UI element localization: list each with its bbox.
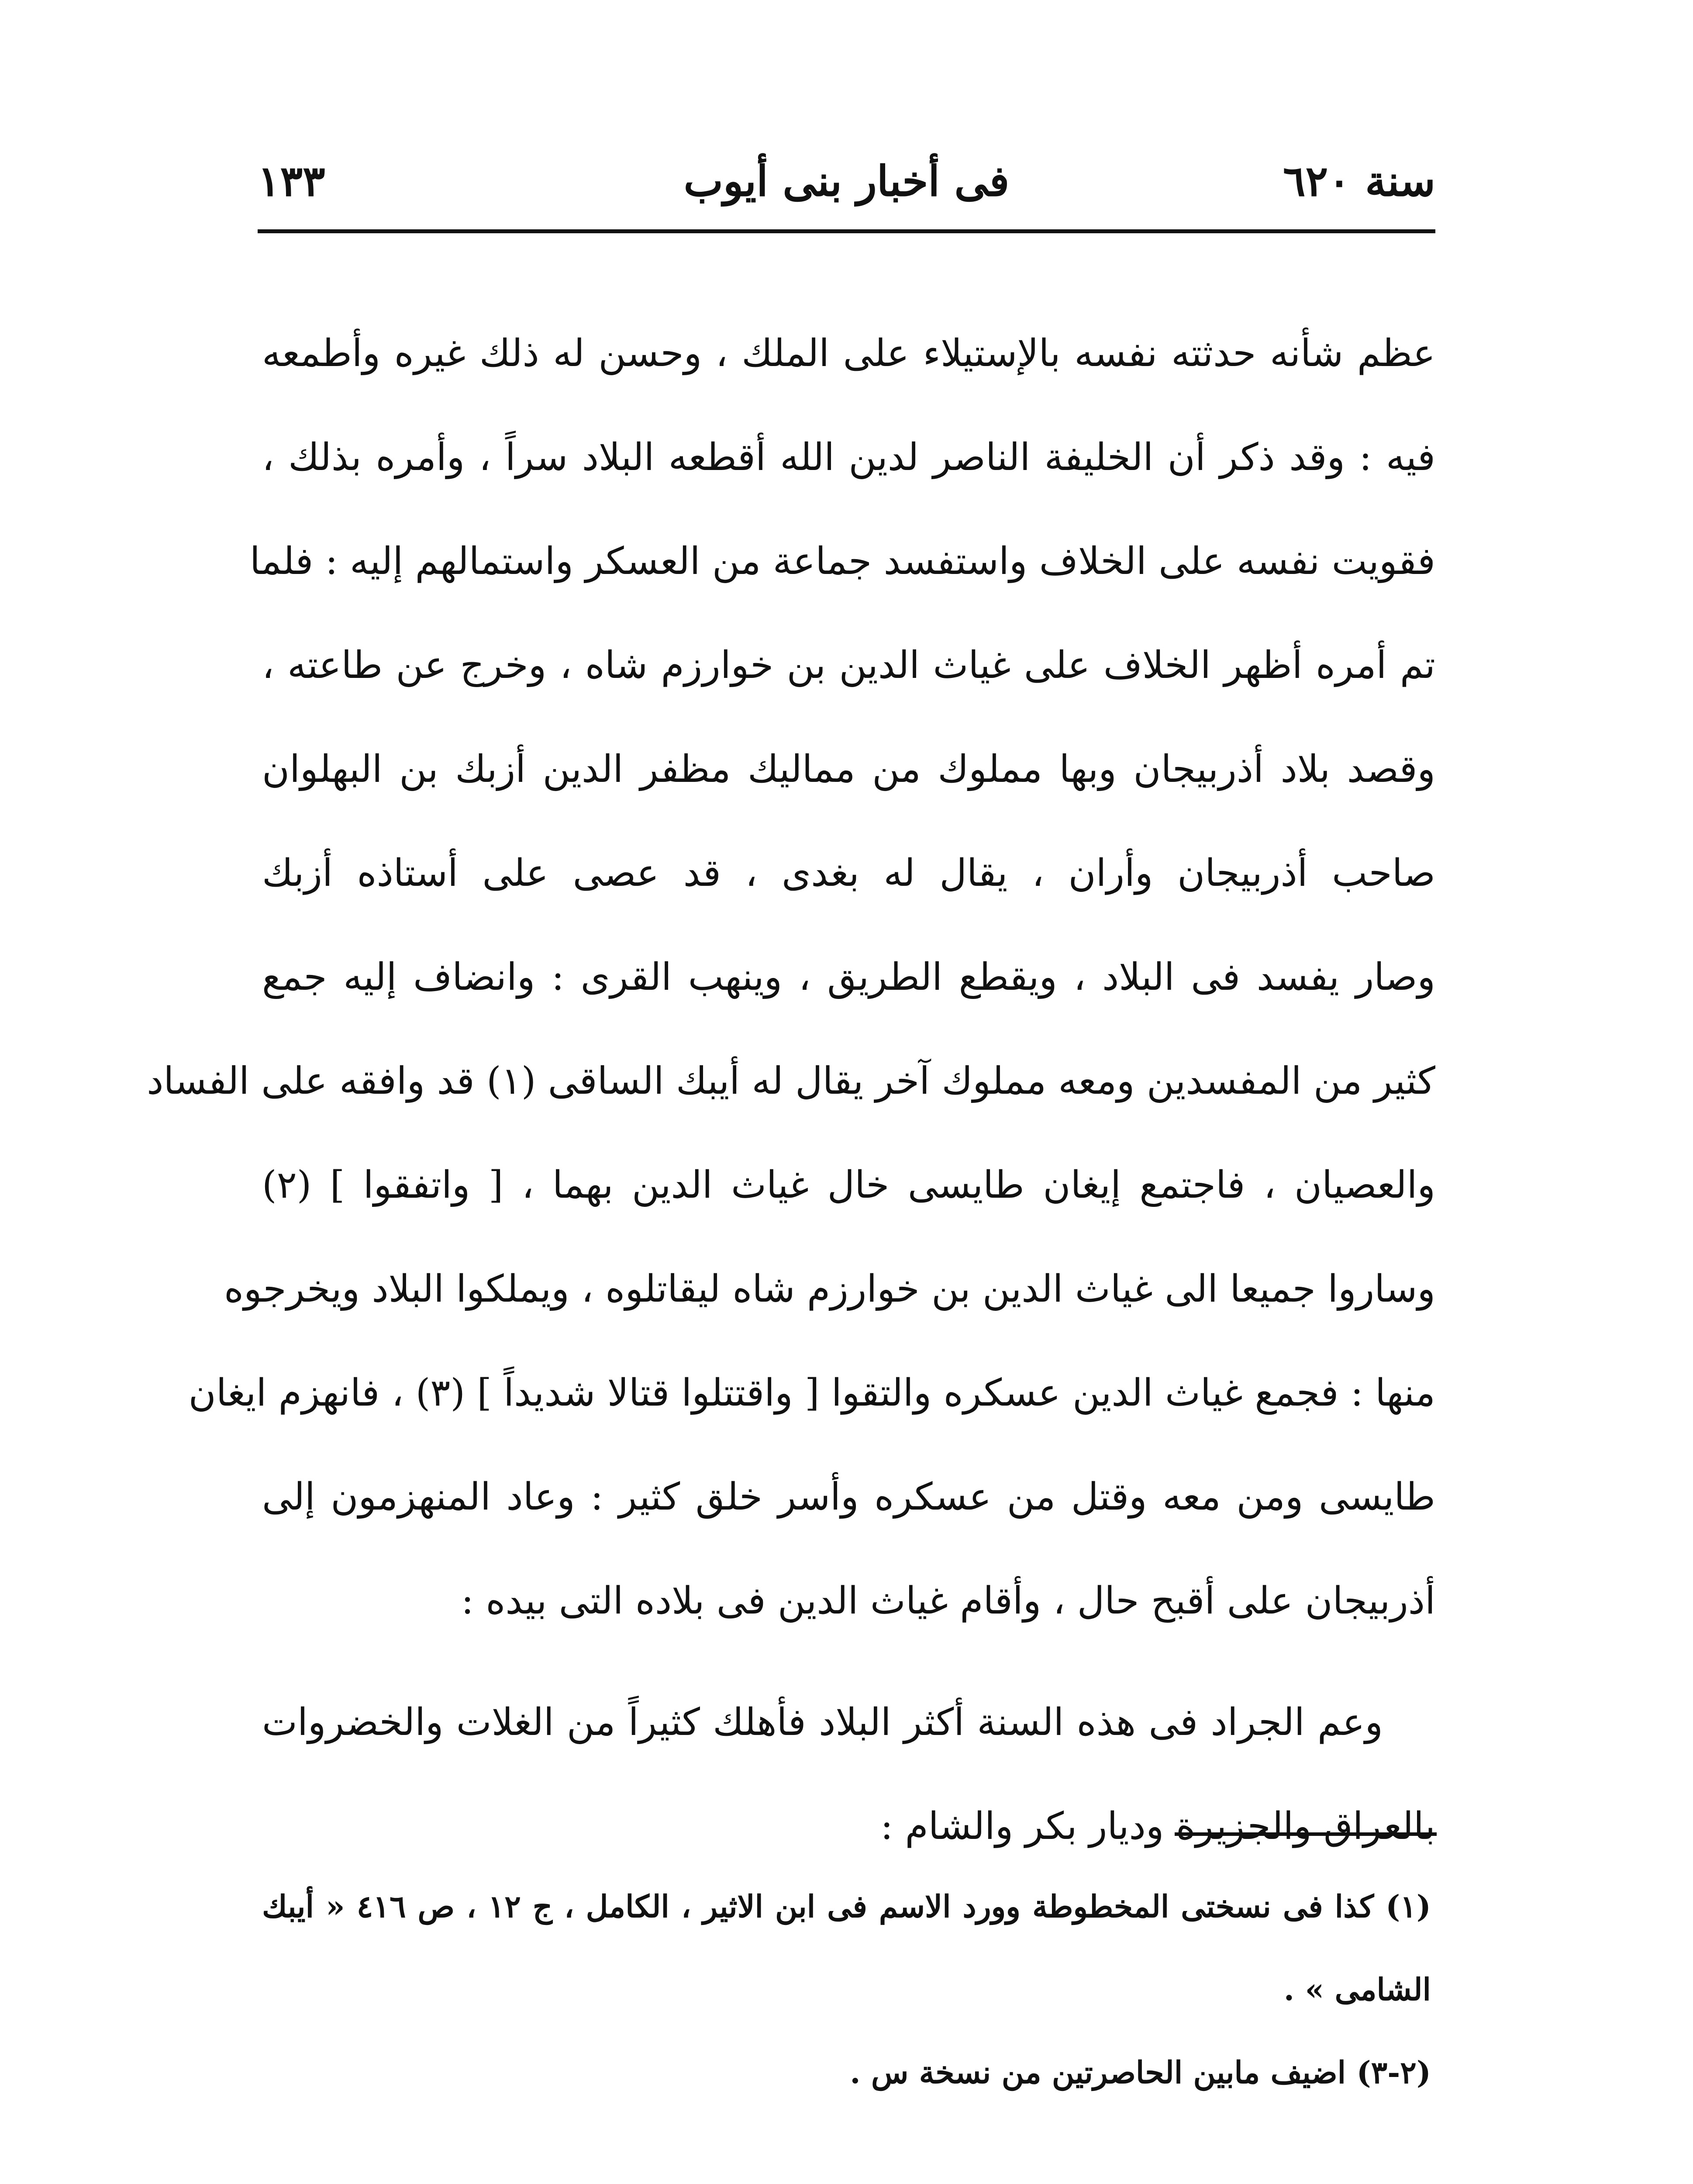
body-line: تم أمره أظهر الخلاف على غياث الدين بن خوارزم شاه ، وخرج عن طاعته ،: [262, 643, 1435, 687]
paragraph-gap: [262, 1653, 1435, 1670]
header-rule: [258, 229, 1435, 233]
body-line: والعصيان ، فاجتمع إيغان طايسى خال غياث الدين بهما ، [ واتفقوا ] (٢): [262, 1163, 1435, 1207]
body-line: وقصد بلاد أذربيجان وبها مملوك من مماليك مظفر الدين أزبك بن البهلوان: [262, 747, 1436, 791]
body-line: بالعراق والجزيرة وديار بكر والشام :: [880, 1804, 1435, 1848]
footnote-line: الشامى » .: [1283, 1971, 1431, 2008]
body-text: [147, 301, 1436, 1878]
body-line: أذربيجان على أقبح حال ، وأقام غياث الدين فى بلاده التى بيده :: [461, 1579, 1435, 1623]
header-title: فى أخبار بنى أيوب: [683, 156, 1010, 206]
footnotes: [262, 1865, 1431, 2114]
body-line: صاحب أذربيجان وأران ، يقال له بغدى ، قد عصى على أستاذه أزبك: [262, 851, 1435, 895]
body-line: منها : فجمع غياث الدين عسكره والتقوا [ واقتتلوا قتالا شديداً ] (٣) ، فانهزم ايغان: [188, 1371, 1435, 1415]
header-year: سنة ٦٢٠: [1283, 156, 1435, 206]
body-line: كثير من المفسدين ومعه مملوك آخر يقال له أيبك الساقى (١) قد وافقه على الفساد: [147, 1059, 1435, 1103]
page-header: [258, 144, 1435, 214]
page-number: ١٣٣: [258, 156, 325, 206]
footnote-line: (٢-٣) اضيف مابين الحاصرتين من نسخة س .: [850, 2054, 1431, 2091]
body-line: طايسى ومن معه وقتل من عسكره وأسر خلق كثير : وعاد المنهزمون إلى: [262, 1475, 1435, 1519]
body-line: وصار يفسد فى البلاد ، ويقطع الطريق ، وينهب القرى : وانضاف إليه جمع: [262, 955, 1435, 999]
body-line: فقويت نفسه على الخلاف واستفسد جماعة من العسكر واستمالهم إليه : فلما: [249, 539, 1435, 583]
body-line: عظم شأنه حدثته نفسه بالإستيلاء على الملك ، وحسن له ذلك غيره وأطمعه: [262, 332, 1435, 375]
body-line: وساروا جميعا الى غياث الدين بن خوارزم شاه ليقاتلوه ، ويملكوا البلاد ويخرجوه: [224, 1267, 1435, 1311]
body-line: فيه : وقد ذكر أن الخليفة الناصر لدين الله أقطعه البلاد سراً ، وأمره بذلك ،: [262, 435, 1435, 479]
footnote-line: (١) كذا فى نسختى المخطوطة وورد الاسم فى ابن الاثير ، الكامل ، ج ١٢ ، ص ٤١٦ « أيبك: [262, 1888, 1431, 1925]
footnote-rule: [1175, 1832, 1437, 1836]
body-line: وعم الجراد فى هذه السنة أكثر البلاد فأهلك كثيراً من الغلات والخضروات: [262, 1700, 1383, 1744]
